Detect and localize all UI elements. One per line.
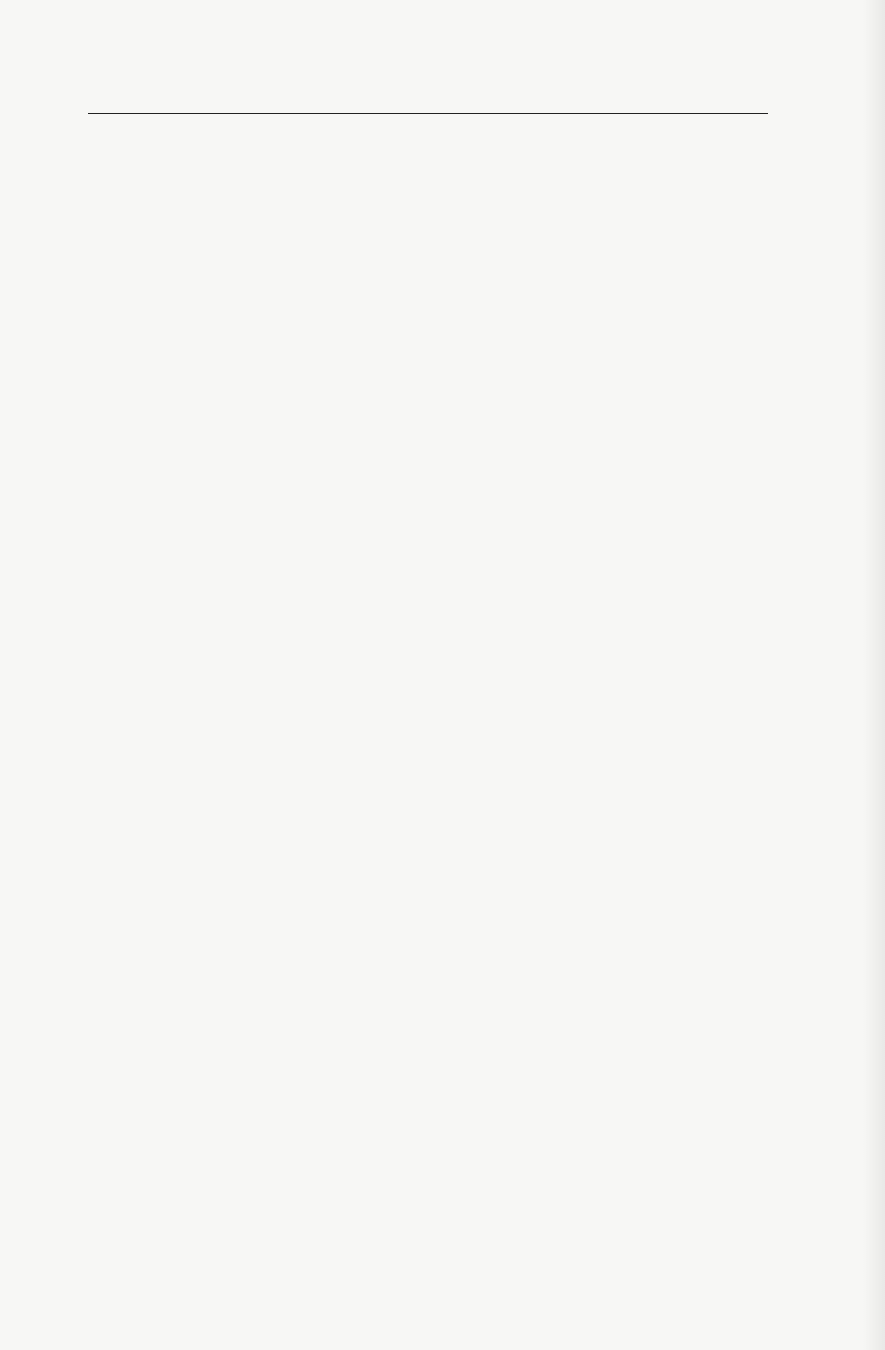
top-semester-block — [88, 134, 768, 152]
running-header — [88, 86, 768, 114]
xray-section-title — [88, 174, 768, 194]
catalog-page — [88, 86, 768, 234]
page-edge-shadow — [863, 0, 885, 1350]
semester-heading — [88, 134, 768, 152]
vet-section-title — [88, 214, 768, 234]
